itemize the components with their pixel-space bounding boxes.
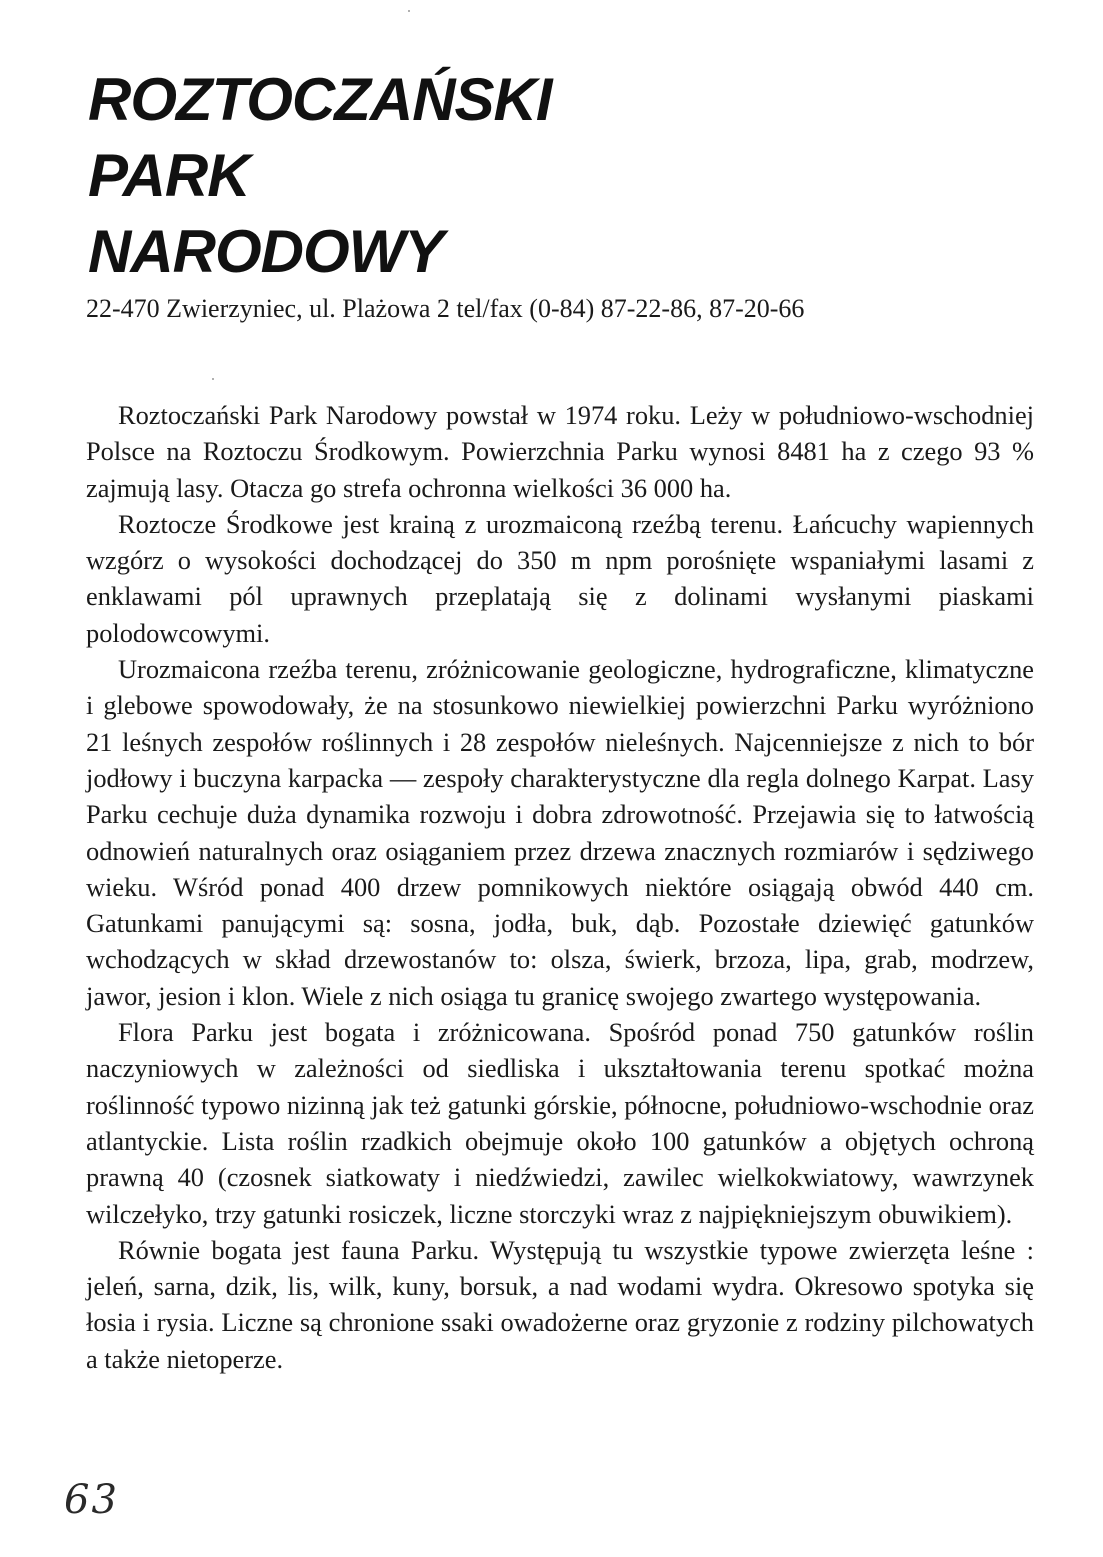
title-line-2: PARK xyxy=(88,142,250,209)
contact-address: 22-470 Zwierzyniec, ul. Plażowa 2 tel/fax (0-84) 87-22-86, 87-20-66 xyxy=(86,294,805,323)
page-title xyxy=(88,62,552,290)
title-line-3: NARODOWY xyxy=(88,218,444,285)
article-body xyxy=(86,397,1034,1377)
page-number: 63 xyxy=(64,1477,119,1523)
paragraph: Równie bogata jest fauna Parku. Występują tu wszystkie typowe zwierzęta leśne : jeleń, sarna, dzik, lis, wilk, kuny, borsuk, a nad wodami wydra. Okresowo spotyka się łosia i rysia. Liczne są chronione ssaki owadożerne oraz gryzonie z rodziny pilchowatych a także nietoperze. xyxy=(86,1234,1034,1374)
paragraph: Flora Parku jest bogata i zróżnicowana. Spośród ponad 750 gatunków roślin naczyniowych w zależności od siedliska i ukształtowania terenu spotkać można roślinność typowo nizinną jak też gatunki górskie, północne, południowo-wschodnie oraz atlantyckie. Lista roślin rzadkich obejmuje około 100 gatunków a objętych ochroną prawną 40 (czosnek siatkowaty i niedźwiedzi, zawilec wielkokwiatowy, wawrzynek wilczełyko, trzy gatunki rosiczek, liczne storczyki wraz z najpiękniejszym obuwikiem). xyxy=(86,1017,1034,1229)
scan-speck xyxy=(212,378,214,380)
paragraph: Roztoczański Park Narodowy powstał w 1974 roku. Leży w południowo-wschodniej Polsce na Roztoczu Środkowym. Powierzchnia Parku wynosi 8481 ha z czego 93 % zajmują lasy. Otacza go strefa ochronna wielkości 36 000 ha. xyxy=(86,400,1034,503)
paragraph: Urozmaicona rzeźba terenu, zróżnicowanie geologiczne, hydrograficzne, klimatyczne i glebowe spowodowały, że na stosunkowo niewielkiej powierzchni Parku wyróżniono 21 leśnych zespołów roślinnych i 28 zespołów nieleśnych. Najcenniejsze z nich to bór jodłowy i buczyna karpacka — zespoły charakterystyczne dla regla dolnego Karpat. Lasy Parku cechuje duża dynamika rozwoju i dobra zdrowotność. Przejawia się to łatwością odnowień naturalnych oraz osiąganiem przez drzewa znacznych rozmiarów i sędziwego wieku. Wśród ponad 400 drzew pomnikowych niektóre osiągają obwód 440 cm. Gatunkami panującymi są: sosna, jodła, buk, dąb. Pozostałe dziewięć gatunków wchodzących w skład drzewostanów to: olsza, świerk, brzoza, lipa, grab, modrzew, jawor, jesion i klon. Wiele z nich osiąga tu granicę swojego zwartego występowania. xyxy=(86,654,1034,1011)
title-line-1: ROZTOCZAŃSKI xyxy=(88,66,552,133)
scan-speck xyxy=(408,10,410,12)
paragraph: Roztocze Środkowe jest krainą z urozmaiconą rzeźbą terenu. Łańcuchy wapiennych wzgórz o wysokości dochodzącej do 350 m npm porośnięte wspaniałymi lasami z enklawami pól uprawnych przeplatają się z dolinami wysłanymi piaskami polodowcowymi. xyxy=(86,508,1034,648)
